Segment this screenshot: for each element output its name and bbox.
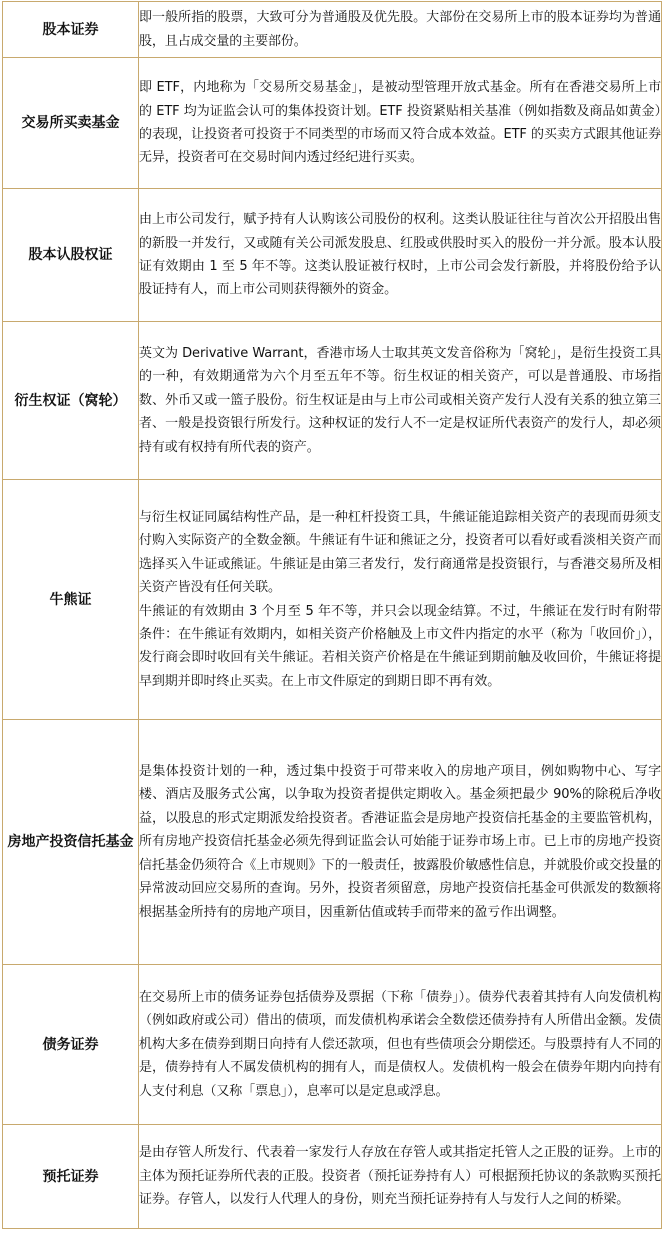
table-row (3, 2, 662, 58)
description-paragraph: 是集体投资计划的一种，透过集中投资于可带来收入的房地产项目，例如购物中心、写字楼、酒店及服务式公寓，以争取为投资者提供定期收入。基金须把最少 90%的除税后净收益，以股息的形式定期派发给投资者。香港证监会是房地产投资信托基金的主要监管机构，所有房地产投资信托基金必须先得到证监会认可始能于证券市场上市。已上市的房地产投资信托基金仍须符合《上市规则》下的一般责任，披露股价敏感性信息，并就股价或交投量的异常波动回应交易所的查询。另外，投资者须留意，房地产投资信托基金可供派发的数额将根据基金所持有的房地产项目，因重新估值或转手而带来的盈亏作出调整。 (139, 764, 661, 920)
term-cell: 股本证券 (3, 2, 139, 58)
term-cell: 房地产投资信托基金 (3, 720, 139, 965)
description-cell (139, 720, 662, 965)
term-cell: 牛熊证 (3, 480, 139, 720)
term-cell: 预托证券 (3, 1125, 139, 1229)
term-cell: 债务证券 (3, 965, 139, 1125)
table-row (3, 480, 662, 720)
description-paragraph: 与衍生权证同属结构性产品，是一种杠杆投资工具，牛熊证能追踪相关资产的表现而毋须支付购入实际资产的全数金额。牛熊证有牛证和熊证之分，投资者可以看好或看淡相关资产而选择买入牛证或熊证。牛熊证是由第三者发行，发行商通常是投资银行，与香港交易所及相关资产皆没有任何关联。 (139, 509, 661, 596)
description-cell (139, 2, 662, 58)
description-cell (139, 965, 662, 1125)
description-cell (139, 58, 662, 189)
description-paragraph: 即一般所指的股票，大致可分为普通股及优先股。大部份在交易所上市的股本证券均为普通股，且占成交量的主要部份。 (139, 10, 661, 49)
table-row (3, 322, 662, 480)
table-row (3, 720, 662, 965)
description-paragraph: 即 ETF，内地称为「交易所交易基金」，是被动型管理开放式基金。所有在香港交易所上市的 ETF 均为证监会认可的集体投资计划。ETF 投资紧贴相关基准（例如指数及商品如黄金）的表现，让投资者可投资于不同类型的市场而又符合成本效益。ETF 的买卖方式跟其他证券无异，投资者可在交易时间内透过经纪进行买卖。 (139, 80, 661, 166)
description-paragraph: 牛熊证的有效期由 3 个月至 5 年不等，并只会以现金结算。不过，牛熊证在发行时有附带条件：在牛熊证有效期内，如相关资产价格触及上市文件内指定的水平（称为「收回价」），发行商会即时收回有关牛熊证。若相关资产价格是在牛熊证到期前触及收回价，牛熊证将提早到期并即时终止买卖。在上市文件原定的到期日即不再有效。 (139, 603, 661, 689)
table-row (3, 58, 662, 189)
term-cell: 交易所买卖基金 (3, 58, 139, 189)
description-cell (139, 1125, 662, 1229)
table-row (3, 965, 662, 1125)
description-cell (139, 322, 662, 480)
description-cell (139, 480, 662, 720)
table-row (3, 189, 662, 322)
description-paragraph: 英文为 Derivative Warrant，香港市场人士取其英文发音俗称为「窝轮」，是衍生投资工具的一种，有效期通常为六个月至五年不等。衍生权证的相关资产，可以是普通股、市场指数、外币又或一篮子股份。衍生权证是由与上市公司或相关资产发行人没有关系的独立第三者、一般是投资银行所发行。这种权证的发行人不一定是权证所代表资产的发行人，却必须持有或有权持有所代表的资产。 (139, 345, 661, 455)
term-cell: 衍生权证（窝轮） (3, 322, 139, 480)
description-paragraph: 由上市公司发行，赋予持有人认购该公司股份的权利。这类认股证往往与首次公开招股出售的新股一并发行，又或随有关公司派发股息、红股或供股时买入的股份一并分派。股本认股证有效期由 1 至 5 年不等。这类认股证被行权时，上市公司会发行新股，并将股份给予认股证持有人，而上市公司则获得额外的资金。 (139, 212, 661, 298)
securities-table (2, 1, 662, 1229)
description-paragraph: 是由存管人所发行、代表着一家发行人存放在存管人或其指定托管人之正股的证券。上市的主体为预托证券所代表的正股。投资者（预托证券持有人）可根据预托协议的条款购买预托证券。存管人，以发行人代理人的身份，则充当预托证券持有人与发行人之间的桥梁。 (139, 1145, 661, 1208)
term-cell: 股本认股权证 (3, 189, 139, 322)
table-row (3, 1125, 662, 1229)
description-paragraph: 在交易所上市的债务证券包括债券及票据（下称「债券」）。债券代表着其持有人向发债机构（例如政府或公司）借出的债项，而发债机构承诺会全数偿还债券持有人所借出金额。发债机构大多在债券到期日向持有人偿还款项，但也有些债项会分期偿还。与股票持有人不同的是，债券持有人不属发债机构的拥有人，而是债权人。发债机构一般会在债券年期内向持有人支付利息（又称「票息」），息率可以是定息或浮息。 (139, 989, 661, 1099)
description-cell (139, 189, 662, 322)
